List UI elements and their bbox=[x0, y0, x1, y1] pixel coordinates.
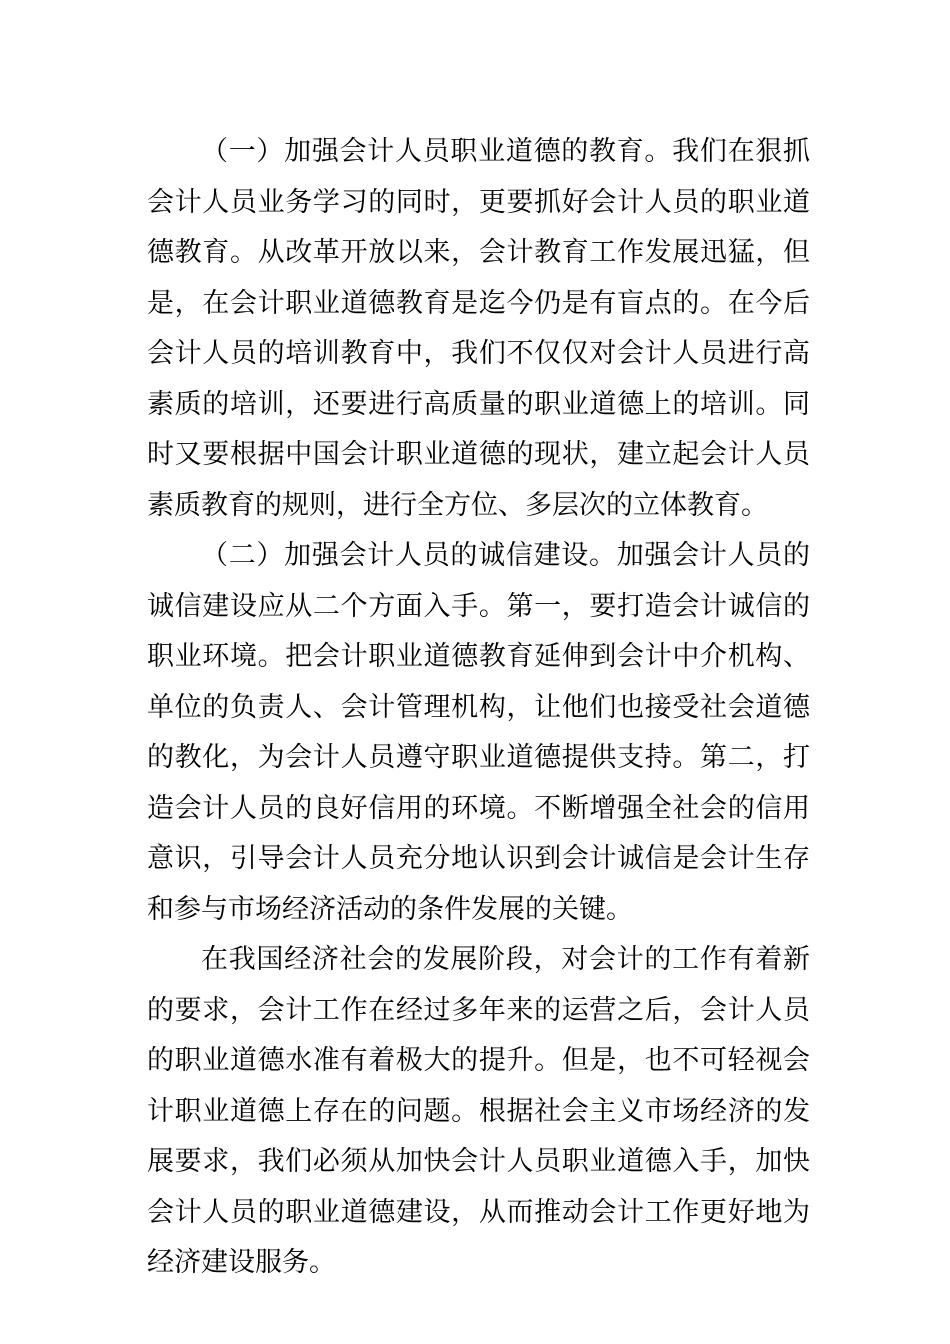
paragraph-integrity-building: （二）加强会计人员的诚信建设。加强会计人员的诚信建设应从二个方面入手。第一，要打造会计诚信的职业环境。把会计职业道德教育延伸到会计中介机构、单位的负责人、会计管理机构，让他们也接受社会道德的教化，为会计人员遵守职业道德提供支持。第二，打造会计人员的良好信用的环境。不断增强全社会的信用意识，引导会计人员充分地认识到会计诚信是会计生存和参与市场经济活动的条件发展的关键。 bbox=[147, 540, 810, 925]
document-body bbox=[147, 127, 810, 1289]
paragraph-professional-ethics-education: （一）加强会计人员职业道德的教育。我们在狠抓会计人员业务学习的同时，更要抓好会计人员的职业道德教育。从改革开放以来，会计教育工作发展迅猛，但是，在会计职业道德教育是迄今仍是有盲点的。在今后会计人员的培训教育中，我们不仅仅对会计人员进行高素质的培训，还要进行高质量的职业道德上的培训。同时又要根据中国会计职业道德的现状，建立起会计人员素质教育的规则，进行全方位、多层次的立体教育。 bbox=[147, 136, 810, 521]
paragraph-conclusion: 在我国经济社会的发展阶段，对会计的工作有着新的要求，会计工作在经过多年来的运营之后，会计人员的职业道德水准有着极大的提升。但是，也不可轻视会计职业道德上存在的问题。根据社会主义市场经济的发展要求，我们必须从加快会计人员职业道德入手，加快会计人员的职业道德建设，从而推动会计工作更好地为经济建设服务。 bbox=[147, 944, 810, 1278]
